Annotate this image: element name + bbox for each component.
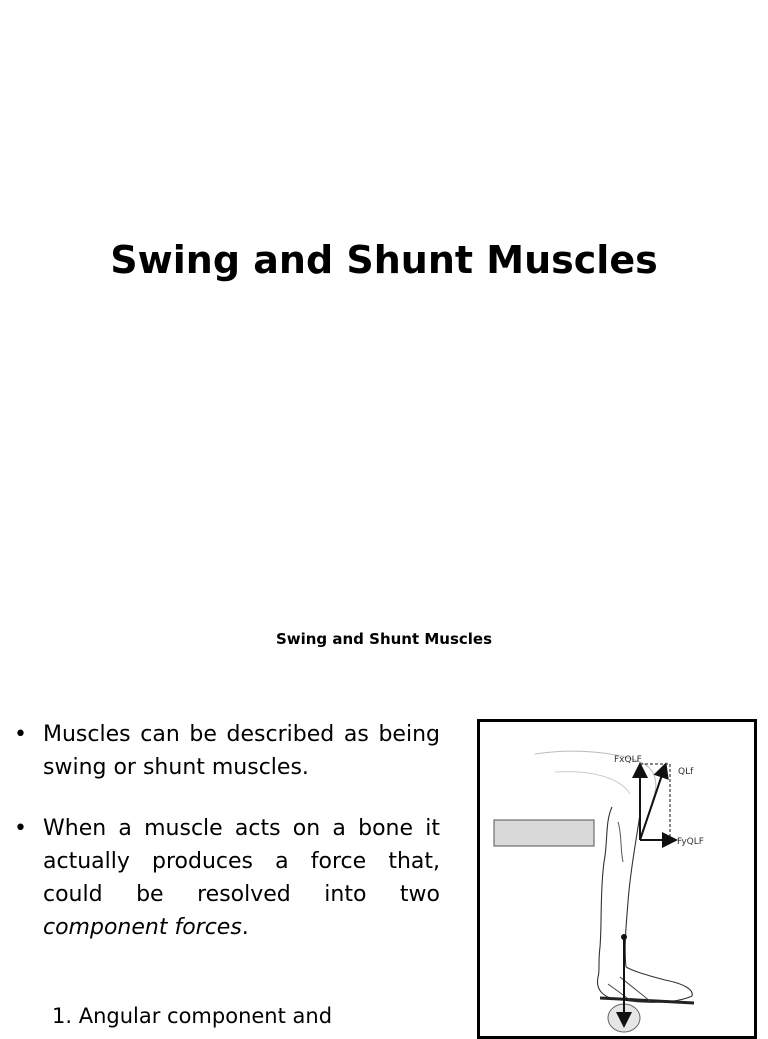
bullet-item [14,812,440,944]
bullet-list [14,718,440,972]
slide-caption: Swing and Shunt Muscles [275,630,493,648]
shank-outline [598,807,612,977]
fyqlf-label: FyQLF [677,837,704,847]
bullet-text: Muscles can be described as being swing or shunt muscles. [43,722,440,780]
thigh-outline-lower [555,772,630,794]
shank-outline-back [625,814,640,967]
numbered-sub-item: 1. Angular component and [52,1004,333,1028]
bullet-marker: • [14,722,27,747]
table-block [494,820,594,846]
fxqlf-label: FxQLF [614,755,642,765]
bullet-italic-text: component forces [43,915,242,940]
qlf-label: QLf [678,767,694,777]
bullet-text: When a muscle acts on a bone it actually produces a force that, could be resolved into two component forces. [43,816,440,940]
leg-force-diagram [477,719,757,1039]
page-title: Swing and Shunt Muscles [110,238,658,282]
knee-detail [618,822,623,862]
leg-force-diagram-svg [480,722,754,1036]
qlf-force-arrow [640,766,665,840]
bullet-marker: • [14,816,27,841]
bullet-item [14,718,440,784]
